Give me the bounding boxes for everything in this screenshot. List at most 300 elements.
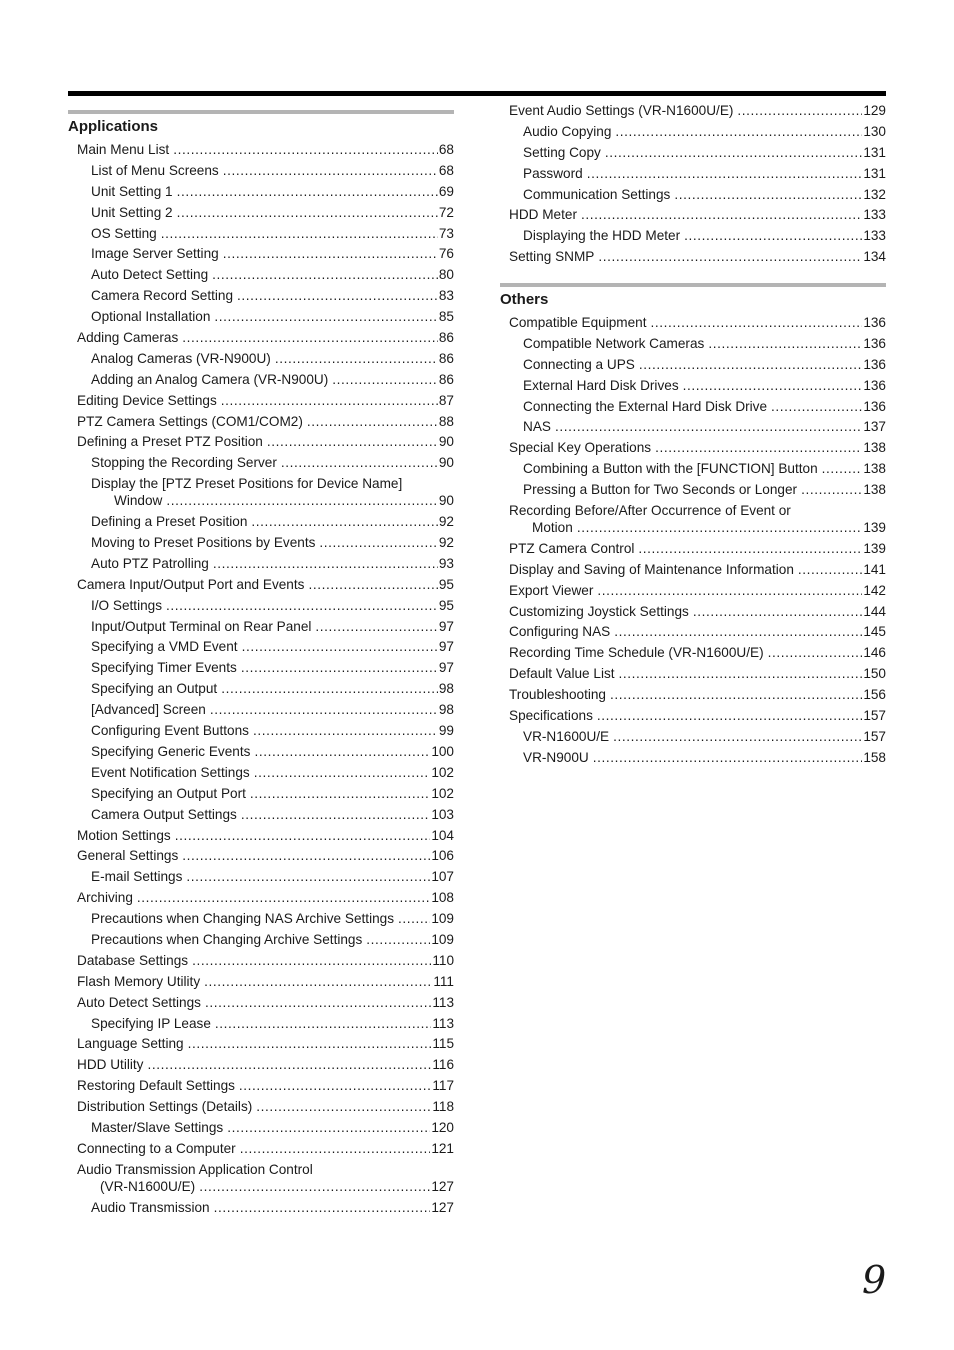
dot-leader — [638, 540, 862, 557]
toc-entry[interactable] — [68, 722, 454, 739]
toc-entry-label: HDD Utility — [77, 1057, 144, 1073]
toc-entry-label: Camera Record Setting — [91, 288, 234, 304]
toc-entry[interactable] — [68, 1161, 454, 1195]
toc-entry-page: 136 — [863, 356, 886, 372]
toc-entry[interactable] — [500, 707, 886, 724]
toc-entry[interactable] — [68, 680, 454, 697]
section-rule — [68, 110, 454, 114]
toc-entry[interactable] — [68, 868, 454, 885]
dot-leader — [577, 519, 863, 536]
toc-entry-page: 133 — [863, 228, 886, 244]
dot-leader — [615, 123, 862, 140]
dot-leader — [655, 439, 862, 456]
dot-leader — [319, 534, 437, 551]
toc-entry-page: 76 — [438, 246, 454, 262]
toc-entry-page: 111 — [433, 973, 454, 989]
toc-entry-label: Auto Detect Setting — [91, 267, 209, 283]
toc-entry-label: Motion Settings — [77, 827, 171, 843]
toc-entry[interactable] — [500, 144, 886, 161]
toc-entry-label: Communication Settings — [523, 186, 671, 202]
toc-entry-label: Special Key Operations — [509, 440, 652, 456]
toc-entry-label: List of Menu Screens — [91, 162, 219, 178]
toc-entry[interactable] — [500, 623, 886, 640]
toc-entry-label: Compatible Equipment — [509, 315, 647, 330]
dot-leader — [204, 973, 432, 990]
toc-entry-label: Displaying the HDD Meter — [523, 228, 681, 244]
dot-leader — [177, 183, 438, 200]
toc-entry[interactable] — [68, 1140, 454, 1157]
toc-entry[interactable] — [500, 248, 886, 265]
toc-entry[interactable] — [500, 603, 886, 620]
toc-entry-page: 68 — [438, 142, 454, 157]
toc-entry[interactable] — [68, 413, 454, 430]
toc-entry-label: Adding an Analog Camera (VR-N900U) — [91, 371, 329, 387]
toc-entry-label: Audio Transmission — [91, 1199, 210, 1215]
toc-entry-page: 95 — [438, 576, 454, 592]
toc-entry[interactable] — [500, 206, 886, 223]
toc-entry-page: 145 — [863, 624, 886, 640]
section-title-applications: Applications — [68, 118, 159, 135]
toc-entry-label: Database Settings — [77, 952, 189, 968]
toc-entry-label: Configuring NAS — [509, 624, 611, 640]
dot-leader — [212, 266, 438, 283]
toc-entry[interactable] — [68, 475, 454, 509]
toc-entry[interactable] — [500, 686, 886, 703]
toc-entry-label: Setting SNMP — [509, 249, 595, 265]
toc-entry[interactable] — [500, 749, 886, 766]
toc-entry-page: 102 — [431, 764, 454, 780]
toc-entry[interactable] — [500, 227, 886, 244]
toc-entry[interactable] — [68, 931, 454, 948]
dot-leader — [398, 910, 430, 927]
toc-entry-page: 130 — [863, 123, 886, 139]
dot-leader — [674, 186, 862, 203]
toc-entry-page: 138 — [863, 461, 886, 477]
applications-entry-list — [68, 141, 454, 1216]
toc-entry-page: 134 — [863, 249, 886, 265]
toc-entry[interactable] — [500, 418, 886, 435]
dot-leader — [281, 454, 438, 471]
toc-entry[interactable] — [500, 481, 886, 498]
toc-entry[interactable] — [68, 1035, 454, 1052]
toc-entry-label: Recording Before/After Occurrence of Event or — [509, 503, 791, 519]
toc-entry-page: 86 — [438, 371, 454, 387]
toc-entry-label: Flash Memory Utility — [77, 973, 201, 989]
toc-entry[interactable] — [68, 329, 454, 346]
toc-entry-label: Auto PTZ Patrolling — [91, 555, 209, 571]
toc-entry[interactable] — [68, 1056, 454, 1073]
toc-entry-page: 72 — [438, 204, 454, 220]
dot-leader — [307, 413, 438, 430]
toc-entry[interactable] — [68, 638, 454, 655]
toc-entry-label: Connecting a UPS — [523, 356, 635, 372]
dot-leader — [161, 225, 438, 242]
dot-leader — [256, 1098, 431, 1115]
toc-entry-label: Defining a Preset PTZ Position — [77, 434, 263, 450]
dot-leader — [581, 206, 862, 223]
toc-entry[interactable] — [500, 728, 886, 745]
toc-entry-page: 121 — [431, 1140, 454, 1156]
dot-leader — [693, 603, 863, 620]
toc-entry[interactable] — [68, 973, 454, 990]
toc-entry-page: 97 — [438, 618, 454, 634]
toc-entry-page: 127 — [431, 1199, 454, 1215]
toc-entry-page: 80 — [438, 267, 454, 283]
toc-entry-page: 158 — [863, 749, 886, 765]
toc-entry-label: Language Setting — [77, 1036, 184, 1052]
dot-leader — [267, 433, 438, 450]
toc-entry-label: Analog Cameras (VR-N900U) — [91, 350, 271, 366]
toc-entry-page: 113 — [432, 1015, 454, 1031]
continued-entry-list — [500, 102, 886, 265]
toc-entry[interactable] — [68, 141, 454, 158]
dot-leader — [205, 994, 431, 1011]
toc-entry[interactable] — [68, 785, 454, 802]
toc-entry[interactable] — [68, 245, 454, 262]
toc-entry-page: 109 — [431, 931, 454, 947]
toc-entry-page: 107 — [431, 869, 454, 885]
toc-entry-label: Stopping the Recording Server — [91, 455, 277, 471]
toc-entry-page: 85 — [438, 309, 454, 325]
continued-section — [500, 102, 886, 265]
toc-entry-page: 95 — [438, 597, 454, 613]
toc-entry-page: 132 — [863, 186, 886, 202]
dot-leader — [242, 638, 438, 655]
toc-entry-label-continued: Window — [114, 493, 163, 509]
toc-entry[interactable] — [68, 1077, 454, 1094]
toc-entry-page: 136 — [863, 398, 886, 414]
others-section — [500, 283, 886, 766]
dot-leader — [639, 356, 862, 373]
toc-entry-label: Defining a Preset Position — [91, 514, 248, 530]
toc-entry-label: PTZ Camera Settings (COM1/COM2) — [77, 413, 303, 429]
toc-entry-page: 129 — [863, 103, 886, 118]
toc-entry-page: 136 — [863, 315, 886, 330]
toc-entry[interactable] — [500, 165, 886, 182]
toc-entry-page: 102 — [431, 785, 454, 801]
toc-entry-page: 113 — [432, 994, 454, 1010]
dot-leader — [250, 785, 430, 802]
dot-leader — [210, 701, 438, 718]
dot-leader — [221, 392, 438, 409]
toc-entry-label: Specifying Generic Events — [91, 743, 251, 759]
toc-entry[interactable] — [68, 910, 454, 927]
dot-leader — [166, 492, 438, 509]
toc-entry-page: 86 — [438, 330, 454, 346]
toc-entry-label: Precautions when Changing Archive Settings — [91, 931, 363, 947]
dot-leader — [683, 377, 863, 394]
dot-leader — [214, 1199, 431, 1216]
toc-entry-label: [Advanced] Screen — [91, 702, 206, 718]
toc-entry-label: VR-N900U — [523, 749, 589, 765]
toc-entry[interactable] — [68, 1015, 454, 1032]
section-title-others: Others — [500, 291, 549, 308]
toc-entry[interactable] — [68, 555, 454, 572]
toc-entry[interactable] — [500, 540, 886, 557]
dot-leader — [227, 1119, 430, 1136]
toc-entry-page: 141 — [863, 561, 886, 577]
dot-leader — [239, 1077, 431, 1094]
toc-entry-page: 116 — [432, 1057, 454, 1073]
toc-entry-label: Camera Input/Output Port and Events — [77, 576, 305, 592]
toc-entry-label: Audio Copying — [523, 123, 612, 139]
toc-entry[interactable] — [500, 398, 886, 415]
dot-leader — [332, 371, 438, 388]
toc-entry-page: 142 — [863, 582, 886, 598]
toc-entry[interactable] — [68, 225, 454, 242]
toc-entry[interactable] — [68, 371, 454, 388]
toc-entry-label: Moving to Preset Positions by Events — [91, 535, 316, 551]
toc-entry-page: 133 — [863, 207, 886, 223]
dot-leader — [768, 644, 863, 661]
toc-entry-page: 106 — [431, 848, 454, 864]
toc-entry[interactable] — [68, 1119, 454, 1136]
dot-leader — [166, 597, 438, 614]
toc-entry[interactable] — [68, 266, 454, 283]
toc-entry[interactable] — [68, 392, 454, 409]
toc-entry-page: 118 — [432, 1099, 454, 1115]
toc-entry-label: Specifying Timer Events — [91, 660, 237, 676]
toc-entry-page: 137 — [863, 419, 886, 435]
toc-entry-page: 157 — [863, 708, 886, 724]
toc-entry-page: 92 — [438, 535, 454, 551]
toc-entry[interactable] — [68, 659, 454, 676]
dot-leader — [215, 1015, 431, 1032]
toc-entry-label: Adding Cameras — [77, 330, 179, 346]
toc-entry-page: 157 — [863, 728, 886, 744]
toc-entry[interactable] — [68, 827, 454, 844]
toc-entry-label: Customizing Joystick Settings — [509, 603, 689, 619]
toc-entry-label: Distribution Settings (Details) — [77, 1099, 253, 1115]
dot-leader — [366, 931, 430, 948]
dot-leader — [614, 623, 862, 640]
dot-leader — [137, 889, 430, 906]
toc-entry-page: 146 — [863, 645, 886, 661]
toc-entry-label: Master/Slave Settings — [91, 1119, 224, 1135]
dot-leader — [619, 665, 863, 682]
dot-leader — [214, 308, 437, 325]
toc-entry-page: 131 — [863, 144, 886, 160]
toc-entry-label: Setting Copy — [523, 144, 601, 160]
toc-entry[interactable] — [68, 847, 454, 864]
toc-entry[interactable] — [500, 460, 886, 477]
dot-leader — [308, 576, 437, 593]
toc-entry[interactable] — [500, 186, 886, 203]
toc-entry-page: 92 — [438, 514, 454, 530]
toc-entry-page: 86 — [438, 350, 454, 366]
toc-entry-page: 88 — [438, 413, 454, 429]
dot-leader — [587, 165, 863, 182]
toc-entry-label: Specifying a VMD Event — [91, 639, 238, 655]
toc-entry[interactable] — [68, 534, 454, 551]
others-entry-list — [500, 314, 886, 766]
toc-entry[interactable] — [500, 665, 886, 682]
toc-entry[interactable] — [68, 513, 454, 530]
toc-entry[interactable] — [68, 454, 454, 471]
dot-leader — [275, 350, 438, 367]
dot-leader — [708, 335, 862, 352]
toc-entry-page: 98 — [438, 681, 454, 697]
toc-entry-page: 73 — [438, 225, 454, 241]
toc-entry-label: Auto Detect Settings — [77, 994, 201, 1010]
toc-entry-label: Default Value List — [509, 666, 615, 682]
toc-entry-label: Specifying an Output — [91, 681, 218, 697]
toc-entry-label: Specifications — [509, 708, 593, 724]
toc-entry-page: 97 — [438, 639, 454, 655]
dot-leader — [822, 460, 863, 477]
toc-entry[interactable] — [68, 350, 454, 367]
toc-entry[interactable] — [500, 377, 886, 394]
toc-entry-label: Editing Device Settings — [77, 392, 217, 408]
toc-entry-label-continued: (VR-N1600U/E) — [100, 1178, 196, 1194]
toc-entry[interactable] — [68, 204, 454, 221]
toc-entry-label: Troubleshooting — [509, 687, 606, 703]
dot-leader — [597, 707, 862, 724]
dot-leader — [798, 561, 862, 578]
dot-leader — [186, 868, 430, 885]
toc-entry-label: OS Setting — [91, 225, 157, 241]
page-number: 9 — [862, 1258, 887, 1302]
dot-leader — [605, 144, 862, 161]
dot-leader — [182, 847, 430, 864]
toc-entry-page: 138 — [863, 440, 886, 456]
toc-entry-page: 117 — [432, 1078, 454, 1094]
toc-entry-page: 90 — [438, 493, 454, 509]
toc-entry-label: Pressing a Button for Two Seconds or Longer — [523, 482, 798, 498]
dot-leader — [737, 102, 862, 119]
dot-leader — [254, 764, 431, 781]
dot-leader — [147, 1056, 431, 1073]
toc-entry-page: 144 — [863, 603, 886, 619]
toc-entry-page: 104 — [431, 827, 454, 843]
toc-entry-page: 103 — [431, 806, 454, 822]
toc-entry[interactable] — [500, 644, 886, 661]
toc-entry-page: 138 — [863, 482, 886, 498]
dot-leader — [237, 287, 438, 304]
toc-entry-label: Specifying IP Lease — [91, 1015, 211, 1031]
toc-entry-label: Unit Setting 2 — [91, 204, 173, 220]
toc-entry-label: Configuring Event Buttons — [91, 723, 249, 739]
toc-entry[interactable] — [68, 308, 454, 325]
dot-leader — [240, 1140, 431, 1157]
toc-entry-label: NAS — [523, 419, 551, 435]
toc-entry[interactable] — [68, 743, 454, 760]
dot-leader — [221, 680, 438, 697]
dot-leader — [241, 659, 438, 676]
toc-entry[interactable] — [500, 335, 886, 352]
toc-entry-label: Restoring Default Settings — [77, 1078, 235, 1094]
toc-entry[interactable] — [68, 433, 454, 450]
dot-leader — [598, 248, 862, 265]
toc-entry[interactable] — [500, 356, 886, 373]
dot-leader — [188, 1035, 432, 1052]
toc-entry-label: Combining a Button with the [FUNCTION] Button — [523, 461, 818, 477]
toc-entry-label: E-mail Settings — [91, 869, 183, 885]
dot-leader — [175, 827, 431, 844]
toc-entry-page: 139 — [863, 520, 886, 536]
dot-leader — [651, 314, 863, 331]
toc-entry-label: Image Server Setting — [91, 246, 219, 262]
dot-leader — [199, 1178, 430, 1195]
toc-entry-label: Event Audio Settings (VR-N1600U/E) — [509, 103, 734, 118]
toc-entry[interactable] — [68, 1199, 454, 1216]
toc-entry[interactable] — [500, 502, 886, 536]
toc-entry[interactable] — [68, 597, 454, 614]
dot-leader — [555, 418, 862, 435]
dot-leader — [192, 952, 431, 969]
toc-entry[interactable] — [68, 576, 454, 593]
toc-entry[interactable] — [500, 123, 886, 140]
dot-leader — [771, 398, 862, 415]
toc-entry-page: 69 — [438, 183, 454, 199]
toc-entry-page: 100 — [431, 743, 454, 759]
toc-entry[interactable] — [68, 162, 454, 179]
toc-entry[interactable] — [68, 183, 454, 200]
dot-leader — [254, 743, 430, 760]
toc-entry[interactable] — [68, 764, 454, 781]
dot-leader — [801, 481, 862, 498]
dot-leader — [684, 227, 862, 244]
toc-entry[interactable] — [68, 952, 454, 969]
toc-entry[interactable] — [68, 701, 454, 718]
toc-entry-label: Camera Output Settings — [91, 806, 237, 822]
toc-entry-page: 98 — [438, 702, 454, 718]
toc-entry-label: Unit Setting 1 — [91, 183, 173, 199]
dot-leader — [213, 555, 438, 572]
toc-entry[interactable] — [68, 287, 454, 304]
toc-entry[interactable] — [68, 618, 454, 635]
toc-entry[interactable] — [500, 439, 886, 456]
toc-entry-page: 90 — [438, 455, 454, 471]
toc-entry-label: External Hard Disk Drives — [523, 377, 679, 393]
toc-entry[interactable] — [500, 582, 886, 599]
toc-entry-label: Recording Time Schedule (VR-N1600U/E) — [509, 645, 764, 661]
dot-leader — [223, 245, 438, 262]
dot-leader — [610, 686, 862, 703]
toc-entry-label: Password — [523, 165, 583, 181]
toc-entry-label: Export Viewer — [509, 582, 594, 598]
toc-entry[interactable] — [68, 806, 454, 823]
toc-entry[interactable] — [68, 994, 454, 1011]
toc-entry-label: Precautions when Changing NAS Archive Settings — [91, 911, 395, 927]
dot-leader — [223, 162, 438, 179]
toc-entry-label: Optional Installation — [91, 309, 211, 325]
toc-entry[interactable] — [500, 561, 886, 578]
toc-entry[interactable] — [68, 889, 454, 906]
toc-entry-page: 139 — [863, 540, 886, 556]
dot-leader — [597, 582, 862, 599]
toc-entry-page: 108 — [431, 890, 454, 906]
toc-entry-label: Specifying an Output Port — [91, 785, 246, 801]
section-rule — [500, 283, 886, 287]
toc-entry-page: 90 — [438, 434, 454, 450]
toc-entry-label: Compatible Network Cameras — [523, 335, 705, 351]
toc-entry-label-continued: Motion — [532, 520, 573, 536]
toc-entry[interactable] — [500, 314, 886, 331]
toc-entry[interactable] — [500, 102, 886, 119]
toc-entry-page: 93 — [438, 555, 454, 571]
toc-entry-page: 120 — [431, 1119, 454, 1135]
toc-entry[interactable] — [68, 1098, 454, 1115]
dot-leader — [173, 141, 438, 158]
toc-entry-page: 156 — [863, 687, 886, 703]
toc-entry-label: Display and Saving of Maintenance Information — [509, 561, 794, 577]
toc-entry-page: 127 — [431, 1178, 454, 1194]
dot-leader — [241, 806, 430, 823]
dot-leader — [593, 749, 863, 766]
toc-entry-page: 110 — [432, 952, 454, 968]
toc-entry-page: 97 — [438, 660, 454, 676]
